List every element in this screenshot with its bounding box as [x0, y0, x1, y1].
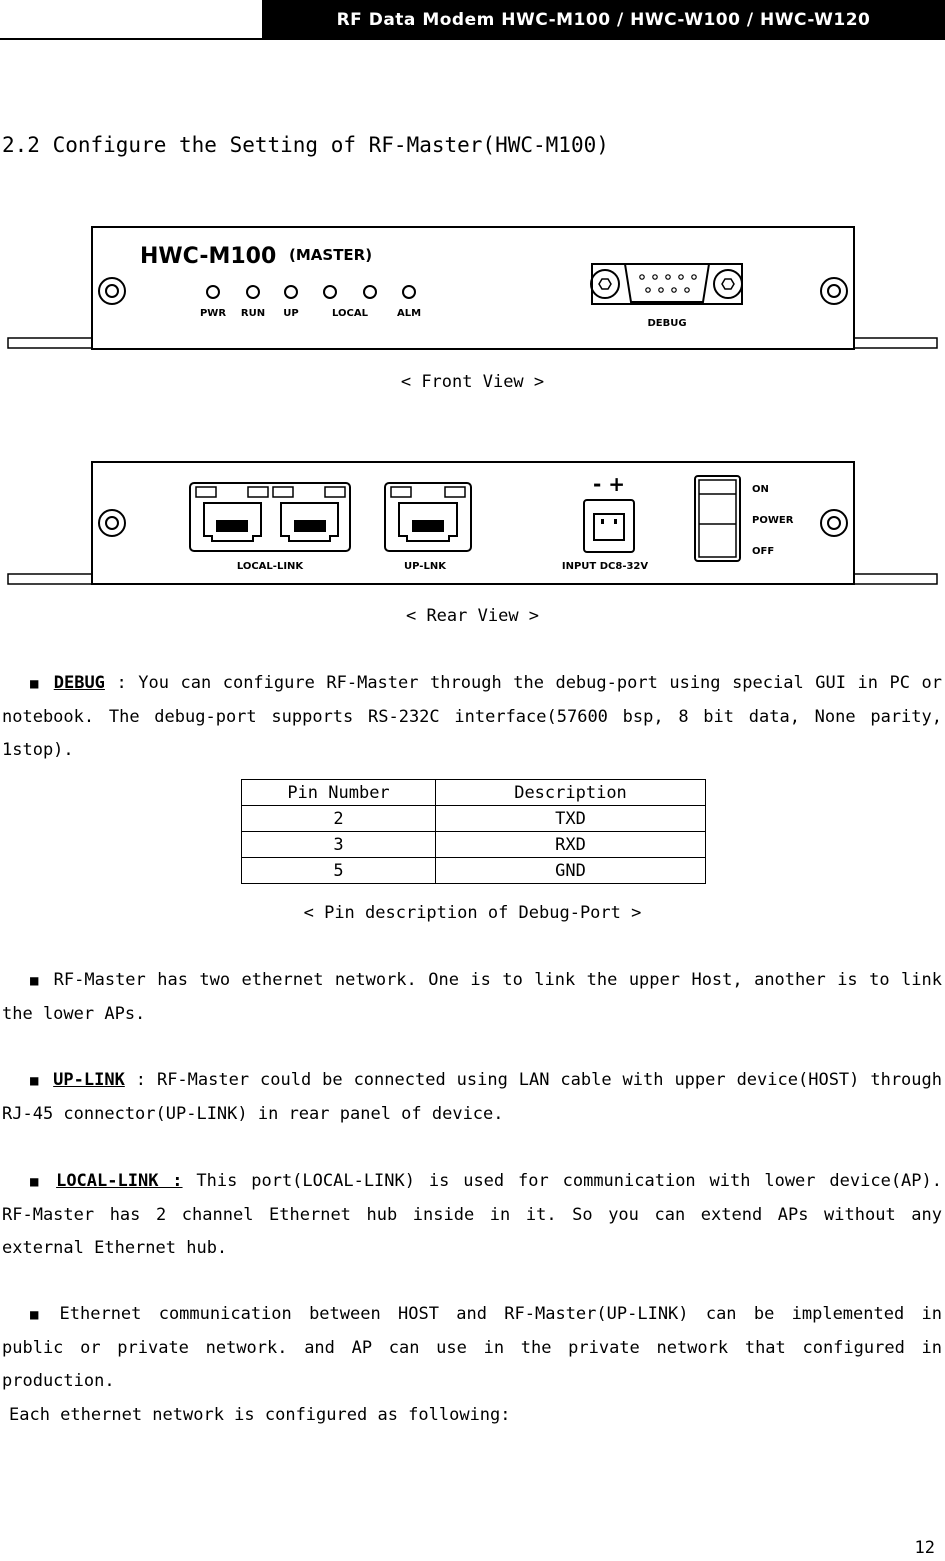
table-cell: GND — [436, 858, 706, 884]
table-cell: TXD — [436, 806, 706, 832]
front-view-caption: < Front View > — [400, 372, 545, 392]
pin-table-caption: < Pin description of Debug-Port > — [303, 903, 642, 923]
led-label-pwr: PWR — [199, 308, 227, 319]
table-row — [242, 858, 706, 884]
up-link-port-label: UP-LNK — [404, 561, 446, 572]
bullet-square-icon: ■ — [30, 1073, 40, 1089]
uplink-term: UP-LINK — [53, 1070, 125, 1090]
table-cell: 3 — [242, 832, 436, 858]
column-header: Description — [436, 780, 706, 806]
debug-term: DEBUG — [53, 673, 105, 693]
power-input-label: INPUT DC8-32V — [561, 561, 649, 572]
front-view-diagram — [0, 222, 945, 352]
switch-power-label: POWER — [752, 515, 794, 526]
local-link-port-label: LOCAL-LINK — [236, 561, 304, 572]
uplink-paragraph — [2, 1064, 942, 1131]
table-cell: 5 — [242, 858, 436, 884]
uplink-text: : RF-Master could be connected using LAN cable with upper device(HOST) through RJ-45 connector(UP-LINK) in rear panel of device. — [2, 1070, 942, 1124]
debug-text: : You can configure RF-Master through the debug-port using special GUI in PC or notebook. The debug-port supports RS-232C interface(57600 bsp, 8 bit data, None parity, 1stop). — [2, 673, 942, 760]
table-row — [242, 806, 706, 832]
rear-view-caption: < Rear View > — [405, 606, 540, 626]
bullet-square-icon: ■ — [30, 1307, 46, 1323]
bullet-square-icon: ■ — [30, 973, 40, 989]
locallink-text: This port(LOCAL-LINK) is used for communication with lower device(AP). RF-Master has 2 channel Ethernet hub inside in it. So you can extend APs without any external Ethernet hub. — [2, 1171, 942, 1258]
locallink-paragraph — [2, 1165, 942, 1265]
bullet-square-icon: ■ — [30, 1174, 43, 1190]
led-label-alm: ALM — [396, 308, 422, 319]
page-number: 12 — [914, 1538, 935, 1558]
header-rule — [0, 38, 262, 40]
led-label-local: LOCAL — [332, 308, 368, 319]
debug-paragraph — [2, 667, 942, 767]
section-title: 2.2 Configure the Setting of RF-Master(HWC-M100) — [2, 133, 609, 157]
column-header: Pin Number — [242, 780, 436, 806]
comm-text: Ethernet communication between HOST and RF-Master(UP-LINK) can be implemented in public or private network. and AP can use in the private network that configured in production. — [2, 1304, 942, 1391]
table-cell: RXD — [436, 832, 706, 858]
led-label-run: RUN — [240, 308, 266, 319]
ethernet-paragraph — [2, 964, 942, 1031]
debug-port-label: DEBUG — [647, 318, 687, 329]
led-label-up: UP — [283, 308, 299, 319]
comm-paragraph — [2, 1298, 942, 1398]
table-cell: 2 — [242, 806, 436, 832]
model-label: HWC-M100 — [140, 244, 277, 269]
locallink-term: LOCAL-LINK : — [56, 1171, 183, 1191]
document-header: RF Data Modem HWC-M100 / HWC-W100 / HWC-W120 — [262, 0, 945, 40]
switch-off-label: OFF — [752, 546, 775, 557]
each-paragraph — [9, 1399, 945, 1432]
bullet-square-icon: ■ — [30, 676, 40, 692]
role-label: (MASTER) — [289, 246, 373, 264]
polarity-label: - + — [592, 472, 626, 496]
each-text: Each ethernet network is configured as following: — [9, 1405, 511, 1425]
switch-on-label: ON — [752, 484, 769, 495]
table-row — [242, 832, 706, 858]
pin-table — [241, 779, 706, 884]
ethernet-text: RF-Master has two ethernet network. One is to link the upper Host, another is to link the lower APs. — [2, 970, 942, 1024]
rear-view-diagram — [0, 458, 945, 588]
table-header-row — [242, 780, 706, 806]
